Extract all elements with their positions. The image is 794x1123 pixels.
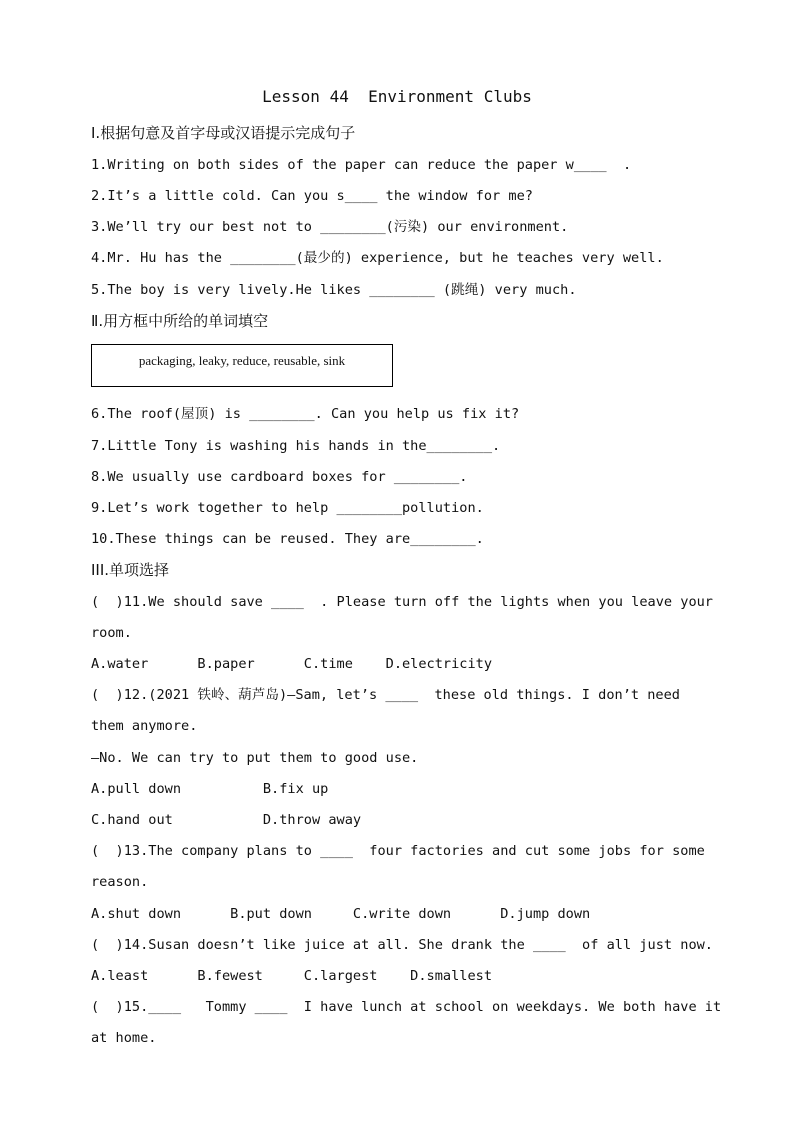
question-1: 1.Writing on both sides of the paper can reduce the paper w____ . [91,157,632,173]
question-7: 7.Little Tony is washing his hands in the________. [91,438,501,454]
word-box-words: packaging, leaky, reduce, reusable, sink [138,353,346,368]
question-12-options-row-2: C.hand out D.throw away [91,812,362,828]
question-9: 9.Let’s work together to help ________pollution. [91,500,484,516]
word-box [91,344,393,387]
question-13-options: A.shut down B.put down C.write down D.jump down [91,906,591,922]
section-2-heading: Ⅱ.用方框中所给的单词填空 [91,312,269,330]
question-11-options: A.water B.paper C.time D.electricity [91,656,493,672]
question-13-continued: reason. [91,874,149,890]
question-12-continued: them anymore. [91,718,198,734]
question-5: 5.The boy is very lively.He likes ________ (跳绳) very much. [91,282,577,298]
question-10: 10.These things can be reused. They are________. [91,531,484,547]
question-13: ( )13.The company plans to ____ four factories and cut some jobs for some [91,843,705,859]
question-12-reply: —No. We can try to put them to good use. [91,750,419,766]
page-title: Lesson 44 Environment Clubs [262,87,532,106]
question-8: 8.We usually use cardboard boxes for ________. [91,469,468,485]
question-6: 6.The roof(屋顶) is ________. Can you help us fix it? [91,406,520,422]
section-3-heading: III.单项选择 [91,561,170,579]
question-12-options-row-1: A.pull down B.fix up [91,781,329,797]
question-2: 2.It’s a little cold. Can you s____ the window for me? [91,188,533,204]
question-11: ( )11.We should save ____ . Please turn off the lights when you leave your [91,594,713,610]
question-4: 4.Mr. Hu has the ________(最少的) experience, but he teaches very well. [91,250,664,266]
section-1-heading: Ⅰ.根据句意及首字母或汉语提示完成句子 [91,124,356,142]
question-14-options: A.least B.fewest C.largest D.smallest [91,968,493,984]
question-3: 3.We’ll try our best not to ________(污染) our environment. [91,219,569,235]
question-12: ( )12.(2021 铁岭、葫芦岛)—Sam, let’s ____ these old things. I don’t need [91,687,680,703]
question-15-continued: at home. [91,1030,157,1046]
question-15: ( )15.____ Tommy ____ I have lunch at school on weekdays. We both have it [91,999,722,1015]
question-11-continued: room. [91,625,132,641]
question-14: ( )14.Susan doesn’t like juice at all. She drank the ____ of all just now. [91,937,713,953]
